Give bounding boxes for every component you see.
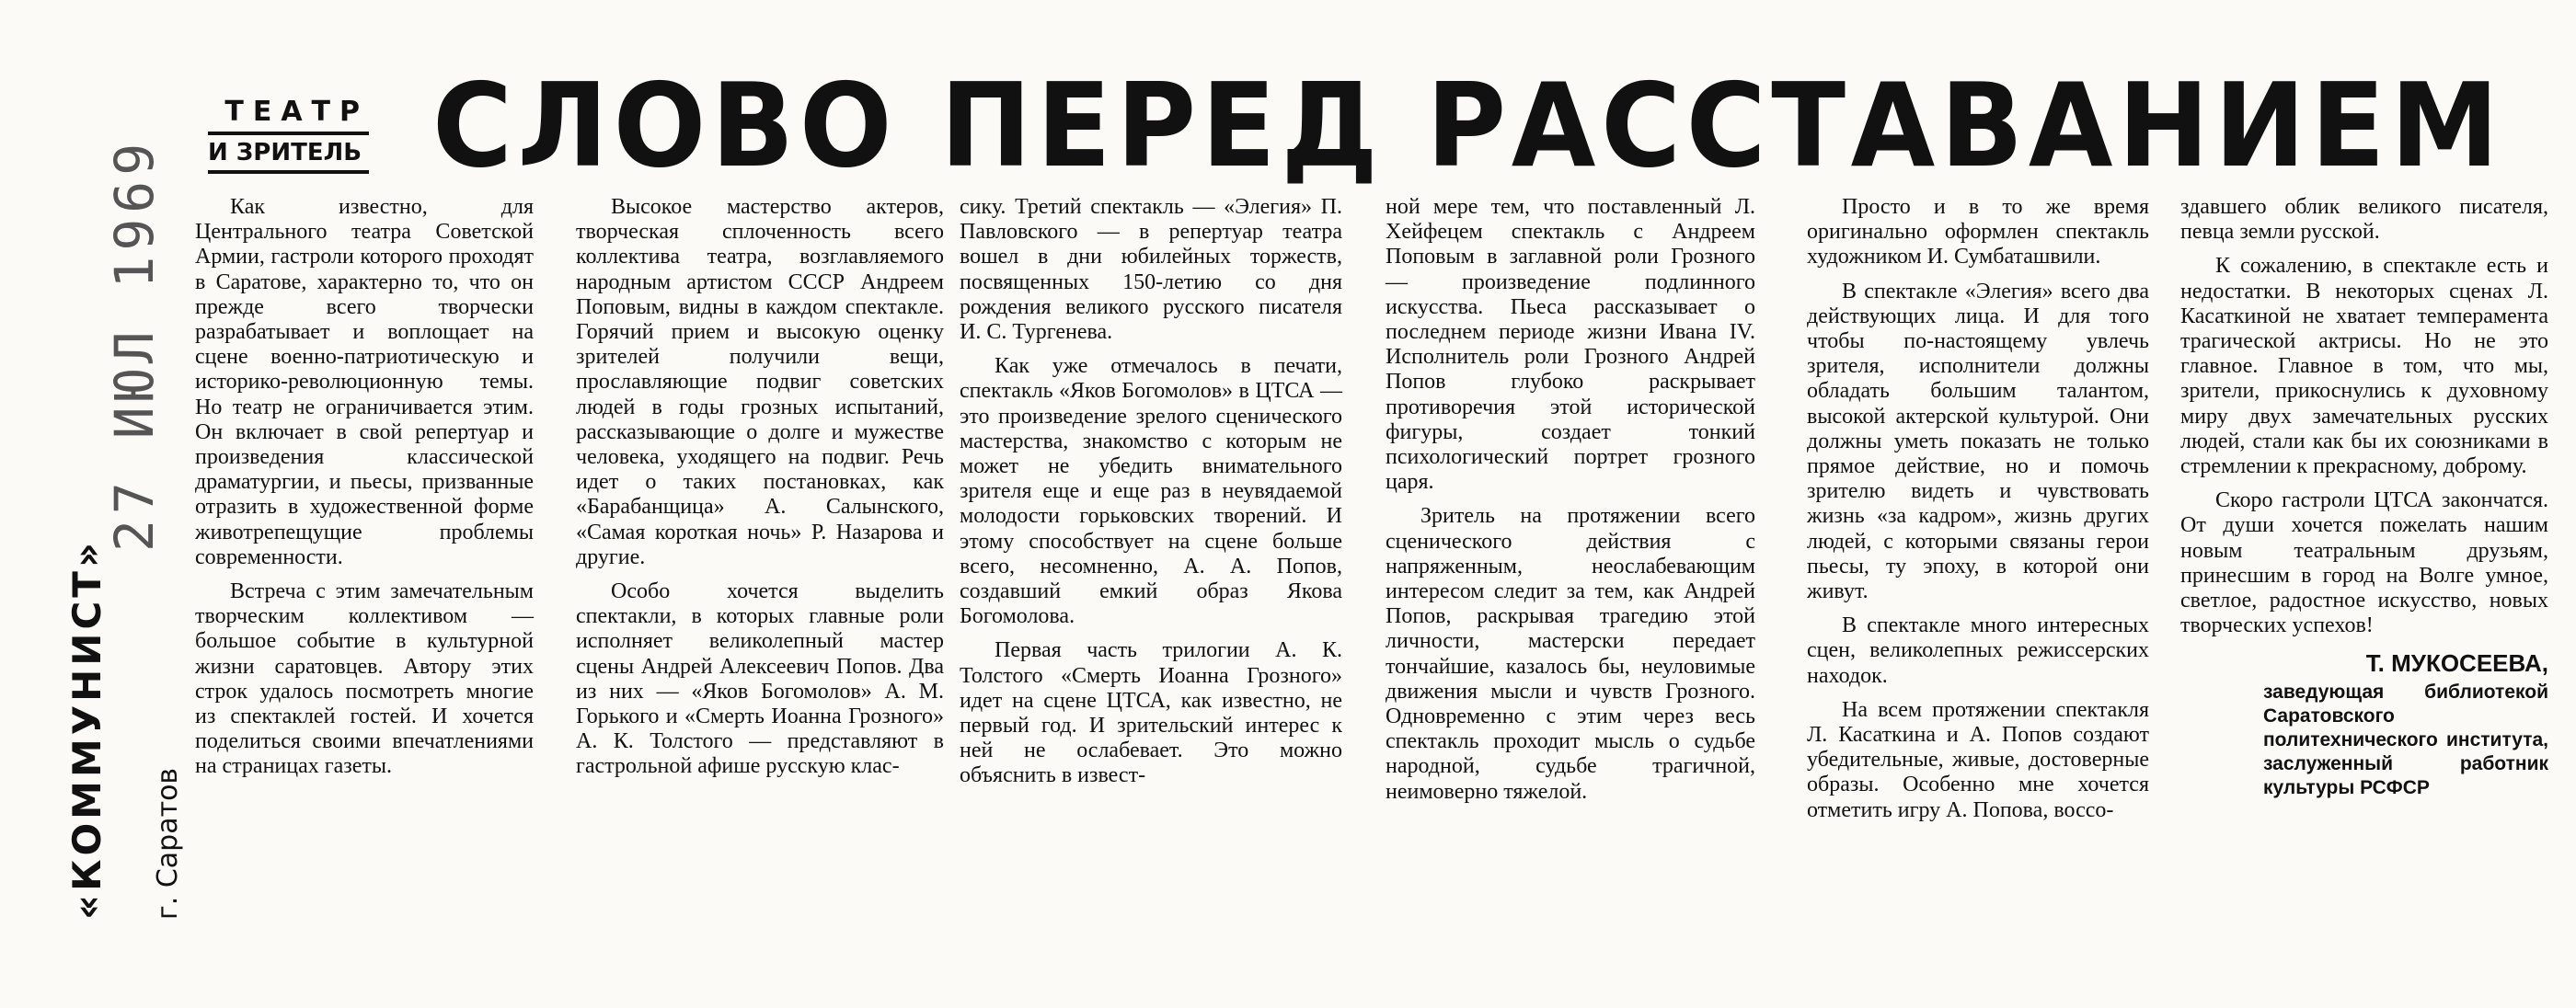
paragraph: Как известно, для Центрального театра Советской Армии, гастроли которого проходят в Саратове, характерно то, что он прежде всего творчески разрабатывает и воплощает на сцене военно-патриотическую и историко-революционную темы. Но театр не ограничивается этим. Он включает в свой репертуар и произведения классической драматургии, и пьесы, призванные отразить в художественной форме животрепещущие проблемы современности. [195,195,534,569]
article-column-1 [195,195,534,780]
paragraph: ной мере тем, что поставленный Л. Хейфецем спектакль с Андреем Поповым в заглавной роли Грозного — произведение подлинного искусства. Пьеса рассказывает о последнем периоде жизни Ивана IV. Исполнитель роли Грозного Андрей Попов глубоко раскрывает противоречия этой исторической фигуры, создает тонкий психологический портрет грозного царя. [1386,195,1755,495]
paragraph: К сожалению, в спектакле есть и недостатки. В некоторых сценах Л. Касаткиной не хватает темперамента трагической актрисы. Но не это главное. Главное в том, что мы, зрители, прикоснулись к духовному миру двух замечательных русских людей, стали как бы их союзниками в стремлении к прекрасному, доброму. [2180,254,2548,479]
paragraph: Первая часть трилогии А. К. Толстого «Смерть Иоанна Грозного» идет на сцене ЦТСА, как известно, не первый год. И зрительский интерес к ней не ослабевает. Это можно объяснить в извест- [960,638,1342,788]
article-column-4 [1386,195,1755,805]
rubric-line-1: ТЕАТР [208,96,369,135]
stamp-date: 27 ИЮЛ 1969 [103,137,166,552]
paragraph: Скоро гастроли ЦТСА закончатся. От души хочется пожелать нашим новым театральным друзьям, принесшим в город на Волге умное, светлое, радостное искусство, новых творческих успехов! [2180,488,2548,638]
author-name: Т. МУКОСЕЕВА, [2365,649,2548,678]
paragraph: Как уже отмечалось в печати, спектакль «Яков Богомолов» в ЦТСА — это произведение зрелого сценического мастерства, знакомство с которым не может не убедить внимательного зрителя еще и еще раз в неувядаемой молодости горьковских творений. И этому способствует на сцене больше всего, несомненно, А. А. Попов, создавший емкий образ Якова Богомолова. [960,354,1342,629]
paragraph: Зритель на протяжении всего сценического действия с напряженным, неослабевающим интересом следит за тем, как Андрей Попов, раскрывая трагедию этой личности, мастерски передает тончайшие, казалось бы, неуловимые движения мысли и чувств Грозного. Одновременно с этим через весь спектакль проходит мысль о судьбе народной, судьбе трагичной, неимоверно тяжелой. [1386,504,1755,804]
paragraph: Просто и в то же время оригинально оформлен спектакль художником И. Сумбаташвили. [1807,195,2149,269]
paragraph: Встреча с этим замечательным творческим коллективом — большое событие в культурной жизни саратовцев. Автору этих строк удалось посмотреть многие из спектаклей гостей. И хочется поделиться своими впечатлениями на страницах газеты. [195,579,534,779]
article-column-2 [576,195,944,780]
article-headline: СЛОВО ПЕРЕД РАССТАВАНИЕМ [432,58,2504,193]
stamp-newspaper-name: «КОММУНИСТ» [64,538,109,920]
paragraph: сику. Третий спектакль — «Элегия» П. Павловского — в репертуар театра вошел в дни юбилейных торжеств, посвященных 150-летию со дня рождения великого русского писателя И. С. Тургенева. [960,195,1342,345]
article-column-3 [960,195,1342,789]
article-column-6 [2180,195,2548,800]
paragraph: здавшего облик великого писателя, певца земли русской. [2180,195,2548,245]
paragraph: На всем протяжении спектакля Л. Касаткина и А. Попов создают убедительные, живые, достоверные образы. Особенно мне хочется отметить игру А. Попова, воссо- [1807,697,2149,822]
paragraph: Высокое мастерство актеров, творческая сплоченность всего коллектива театра, возглавляемого народным артистом СССР Андреем Поповым, видны в каждом спектакле. Горячий прием и высокую оценку зрителей получили вещи, прославляющие подвиг советских людей в годы грозных испытаний, рассказывающие о долге и мужестве человека, уходящего на подвиг. Речь идет о таких постановках, как «Барабанщица» А. Салынского, «Самая короткая ночь» Р. Назарова и другие. [576,195,944,569]
stamp-city: г. Саратов [152,767,184,920]
paragraph: В спектакле много интересных сцен, великолепных режиссерских находок. [1807,613,2149,688]
paragraph: В спектакле «Элегия» всего два действующих лица. И для того чтобы по-настоящему увлечь зрителя, исполнители должны обладать большим талантом, высокой актерской культурой. Они должны уметь показать не только прямое действие, но и помочь зрителю видеть и чувствовать жизнь «за кадром», жизнь других людей, с которыми связаны герои пьесы, ту эпоху, в которой они живут. [1807,279,2149,604]
article-column-5 [1807,195,2149,823]
rubric-line-2: И ЗРИТЕЛЬ [208,135,369,174]
paragraph: Особо хочется выделить спектакли, в которых главные роли исполняет великолепный мастер сцены Андрей Алексеевич Попов. Два из них — «Яков Богомолов» А. М. Горького и «Смерть Иоанна Грозного» А. К. Толстого — представляют в гастрольной афише русскую клас- [576,579,944,779]
author-title: заведующая библиотекой Саратовского политехнического института, заслуженный работник культуры РСФСР [2263,681,2548,798]
author-signature [2180,651,2548,799]
rubric [208,96,369,174]
